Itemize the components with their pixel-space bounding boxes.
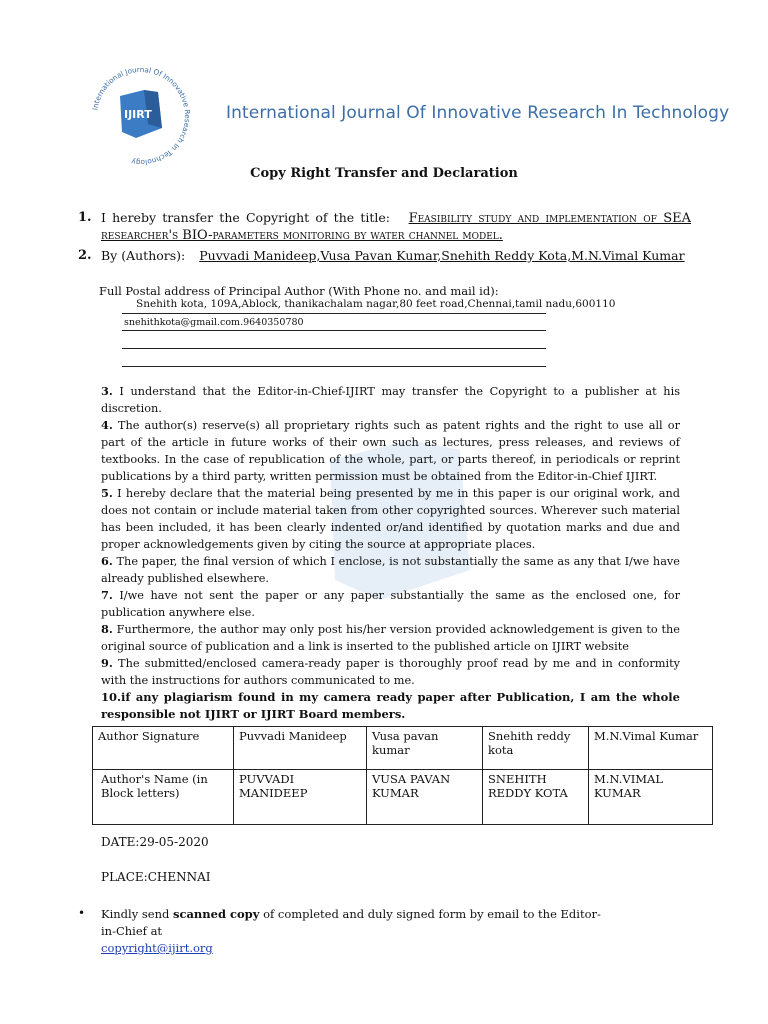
postal-line1: Snehith kota, 109A,Ablock, thanikachalam nagar,80 feet road,Chennai,tamil nadu,600110 xyxy=(136,298,616,310)
copyright-email-link[interactable]: copyright@ijirt.org xyxy=(101,941,213,955)
submission-note: Kindly send scanned copy of completed and duly signed form by email to the Editor-in-Chief at copyright@ijirt.org xyxy=(101,907,601,955)
page-title: Copy Right Transfer and Declaration xyxy=(250,166,518,181)
table-cell: Vusa pavan kumar xyxy=(367,727,483,770)
authors-label: By (Authors): xyxy=(101,248,186,263)
clause-7: 7. I/we have not sent the paper or any paper substantially the same as the enclosed one, for publication anywhere else. xyxy=(101,588,680,619)
table-row xyxy=(93,727,713,770)
scanned-copy-emphasis: scanned copy xyxy=(173,907,260,921)
postal-rule xyxy=(122,348,546,349)
authors-value: Puvvadi Manideep,Vusa Pavan Kumar,Snehith Reddy Kota,M.N.Vimal Kumar xyxy=(199,248,685,263)
postal-rule xyxy=(122,313,546,314)
table-cell: Author's Name (in Block letters) xyxy=(93,770,234,825)
table-row xyxy=(93,770,713,825)
table-cell: VUSA PAVAN KUMAR xyxy=(367,770,483,825)
table-cell: Puvvadi Manideep xyxy=(234,727,367,770)
item2-number: 2. xyxy=(78,248,92,263)
item2-text xyxy=(101,248,685,263)
postal-rule xyxy=(122,366,546,367)
clause-6: 6. The paper, the final version of which I enclose, is not substantially the same as any that I/we have already published elsewhere. xyxy=(101,554,680,585)
table-cell: PUVVADI MANIDEEP xyxy=(234,770,367,825)
table-cell: SNEHITH REDDY KOTA xyxy=(483,770,589,825)
postal-line2: snehithkota@gmail.com.9640350780 xyxy=(124,317,304,328)
item1-number: 1. xyxy=(78,210,92,225)
logo-text: IJIRT xyxy=(124,108,152,121)
clause-10: 10.if any plagiarism found in my camera ready paper after Publication, I am the whole responsible not IJIRT or IJIRT Board members. xyxy=(101,690,680,721)
item1-text xyxy=(101,210,691,244)
clause-9: 9. The submitted/enclosed camera-ready paper is thoroughly proof read by me and in conformity with the instructions for authors communicated to me. xyxy=(101,656,680,687)
postal-label: Full Postal address of Principal Author (With Phone no. and mail id): xyxy=(99,284,499,298)
ijirt-logo xyxy=(86,66,196,166)
place-text: PLACE:CHENNAI xyxy=(101,870,211,884)
author-table xyxy=(92,726,713,825)
date-text: DATE:29-05-2020 xyxy=(101,835,209,849)
declaration-clauses xyxy=(101,383,680,723)
paper-title: Feasibility study and implementation of SEA researcher's BIO-parameters monitoring by water channel model. xyxy=(101,211,692,243)
table-cell: M.N.Vimal Kumar xyxy=(589,727,713,770)
svg-text:International Journal Of Innov: International Journal Of Innovative Research In Technology xyxy=(90,66,193,166)
table-cell: Snehith reddy kota xyxy=(483,727,589,770)
item1-label: I hereby transfer the Copyright of the title: xyxy=(101,210,390,225)
postal-rule xyxy=(122,330,546,331)
clause-8: 8. Furthermore, the author may only post his/her version provided acknowledgement is given to the original source of publication and a link is inserted to the published article on IJIRT website xyxy=(101,622,680,653)
bullet-icon: • xyxy=(78,906,86,920)
table-cell: M.N.VIMAL KUMAR xyxy=(589,770,713,825)
clause-5: 5. I hereby declare that the material being presented by me in this paper is our original work, and does not contain or include material taken from other copyrighted sources. Wherever such material has been included, it has been clearly indented or/and identified by quotation marks and due and proper acknowledgements given by citing the source at appropriate places. xyxy=(101,486,680,551)
table-cell: Author Signature xyxy=(93,727,234,770)
journal-name: International Journal Of Innovative Research In Technology xyxy=(226,103,730,123)
clause-3: 3. I understand that the Editor-in-Chief-IJIRT may transfer the Copyright to a publisher at his discretion. xyxy=(101,384,680,415)
clause-4: 4. The author(s) reserve(s) all proprietary rights such as patent rights and the right to use all or part of the article in future works of their own such as lectures, press releases, and reviews of textbooks. In the case of republication of the whole, part, or parts thereof, in periodicals or reprint publications by a third party, written permission must be obtained from the Editor-in-Chief IJIRT. xyxy=(101,418,680,483)
